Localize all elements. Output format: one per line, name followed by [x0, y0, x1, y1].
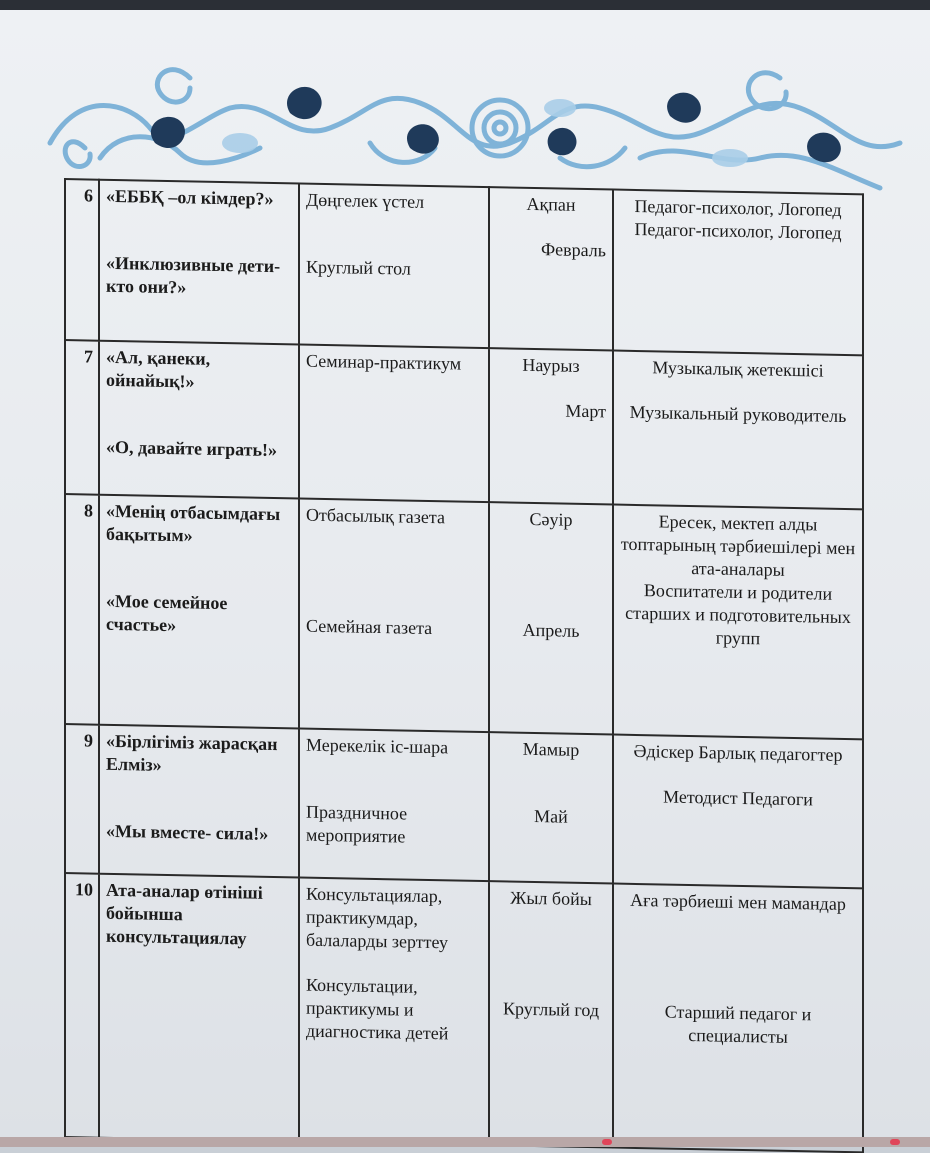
row-number: 9	[65, 724, 99, 874]
responsible-cell	[613, 883, 863, 1152]
indicator-light	[890, 1139, 900, 1145]
event-form-ru: Круглый стол	[306, 256, 411, 279]
event-form-cell	[299, 184, 489, 349]
responsible-ru: Музыкальный руководитель	[629, 402, 847, 427]
responsible-cell	[613, 734, 863, 888]
responsible-kz: Аға тәрбиеші мен мамандар	[630, 889, 846, 914]
event-form-kz: Отбасылық газета	[306, 504, 445, 527]
event-title-ru: «Инклюзивные дети-кто они?»	[106, 252, 281, 298]
responsible-ru: Воспитатели и родители старших и подготовительных групп	[625, 579, 851, 648]
event-date-ru: Май	[534, 805, 568, 827]
indicator-light	[602, 1139, 612, 1145]
responsible-kz: Педагог-психолог, Логопед	[634, 195, 842, 220]
table-row	[65, 340, 863, 509]
event-form-ru: Праздничное мероприятие	[306, 801, 408, 847]
event-date-kz: Сәуір	[529, 508, 573, 530]
responsible-kz: Әдіскер Барлық педагогтер	[633, 740, 843, 765]
event-date-kz: Ақпан	[526, 193, 576, 215]
event-date-ru: Апрель	[522, 619, 580, 641]
event-form-ru: Семейная газета	[306, 615, 433, 638]
responsible-cell	[613, 351, 863, 509]
event-date-ru: Февраль	[540, 239, 606, 261]
event-title-cell	[99, 341, 299, 498]
event-form-cell	[299, 728, 489, 881]
row-number: 8	[65, 494, 99, 725]
event-date-cell	[489, 502, 613, 734]
event-title-cell	[99, 180, 299, 345]
event-form-kz: Дөңгелек үстел	[306, 189, 425, 212]
event-title-ru: «О, давайте играть!»	[106, 437, 277, 461]
events-table	[64, 178, 864, 1153]
event-date-cell	[489, 732, 613, 884]
responsible-ru: Педагог-психолог, Логопед	[634, 218, 842, 243]
event-title-ru: «Мы вместе- сила!»	[106, 820, 269, 844]
event-date-cell	[489, 187, 613, 351]
event-form-kz: Консультациялар, практикумдар, балаларды зерттеу	[306, 883, 449, 953]
event-title-cell	[99, 494, 299, 728]
event-title-kz: «ЕББҚ –ол кімдер?»	[106, 185, 274, 210]
decorative-scroll-border	[40, 48, 920, 198]
table-row	[65, 179, 863, 356]
event-title-cell	[99, 724, 299, 877]
table-row	[65, 724, 863, 889]
event-form-ru: Консультации, практикумы и диагностика детей	[306, 974, 449, 1044]
responsible-kz: Музыкалық жетекшісі	[652, 357, 824, 381]
event-title-kz: «Ал, қанеки, ойнайық!»	[106, 347, 211, 392]
event-date-ru: Март	[565, 400, 606, 422]
event-form-cell	[299, 498, 489, 732]
event-title-kz: «Бірлігіміз жарасқан Елміз»	[106, 730, 278, 775]
responsible-ru: Методист Педагоги	[663, 786, 813, 809]
event-form-kz: Семинар-практикум	[306, 350, 462, 374]
responsible-kz: Ересек, мектеп алды топтарының тәрбиешілері мен ата-аналары	[620, 511, 856, 580]
event-date-kz: Мамыр	[522, 738, 580, 760]
table-row	[65, 873, 863, 1153]
event-date-cell	[489, 349, 613, 505]
table-row	[65, 494, 863, 739]
row-number: 10	[65, 873, 99, 1138]
event-form-kz: Мерекелік іс-шара	[306, 734, 449, 757]
monitor-bottom-edge	[0, 1137, 930, 1147]
event-title-cell	[99, 873, 299, 1141]
responsible-cell	[613, 504, 863, 739]
row-number: 6	[65, 179, 99, 341]
event-date-cell	[489, 881, 613, 1148]
event-date-kz: Наурыз	[522, 355, 580, 377]
monitor-top-edge	[0, 0, 930, 10]
event-title-kz: «Менің отбасымдағы бақытым»	[106, 500, 281, 546]
event-title-ru: «Мое семейное счастье»	[106, 590, 228, 635]
event-form-cell	[299, 345, 489, 502]
event-date-kz: Жыл бойы	[510, 887, 592, 909]
responsible-ru: Старший педагог и специалисты	[664, 1001, 812, 1047]
event-date-ru: Круглый год	[502, 998, 600, 1021]
event-title-kz: Ата-аналар өтініші бойынша консультациялау	[106, 879, 263, 949]
row-number: 7	[65, 340, 99, 494]
responsible-cell	[613, 190, 863, 356]
event-form-cell	[299, 877, 489, 1145]
